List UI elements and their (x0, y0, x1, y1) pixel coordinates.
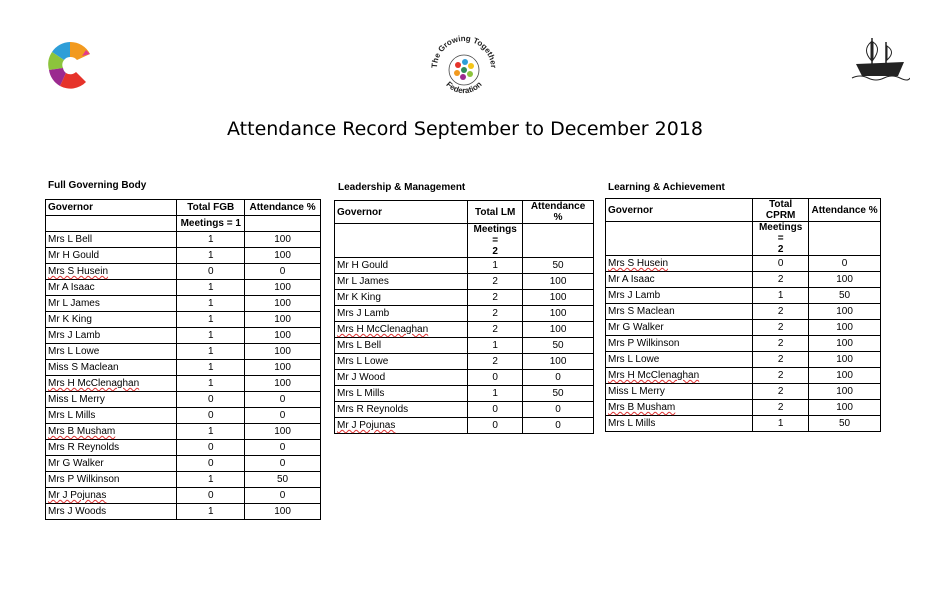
lm-meetings-line2: 2 (492, 246, 498, 257)
fgb-row-governor: Miss S Maclean (46, 360, 177, 376)
lm-col-total: Total LM (468, 201, 523, 224)
la-row-total: 2 (753, 400, 809, 416)
fgb-row-total: 0 (177, 264, 245, 280)
lm-row-attendance: 100 (523, 274, 594, 290)
la-table-container (605, 198, 881, 432)
la-row (606, 352, 881, 368)
fgb-row-total: 1 (177, 328, 245, 344)
fgb-row (46, 424, 321, 440)
fgb-row-attendance: 100 (245, 424, 321, 440)
fgb-row-total: 1 (177, 296, 245, 312)
la-row-governor: Mrs J Lamb (606, 288, 753, 304)
fgb-row (46, 344, 321, 360)
fgb-row (46, 408, 321, 424)
fgb-row-total: 1 (177, 312, 245, 328)
la-row (606, 384, 881, 400)
la-col-total: Total CPRM (753, 199, 809, 222)
fgb-row-governor: Mr G Walker (46, 456, 177, 472)
fgb-table-container (45, 199, 321, 520)
lm-row-total: 2 (468, 322, 523, 338)
la-meetings-blank (606, 222, 753, 256)
lm-row-attendance: 100 (523, 322, 594, 338)
la-meetings (753, 222, 809, 256)
la-row (606, 304, 881, 320)
la-rows (606, 256, 881, 432)
lm-rows (335, 258, 594, 434)
fgb-meetings: Meetings = 1 (177, 216, 245, 232)
fgb-rows (46, 232, 321, 520)
lm-row-attendance: 0 (523, 402, 594, 418)
fgb-row-attendance: 0 (245, 264, 321, 280)
lm-row-total: 0 (468, 370, 523, 386)
fgb-row (46, 264, 321, 280)
fgb-row-governor: Mr K King (46, 312, 177, 328)
fgb-section-title: Full Governing Body (48, 180, 147, 191)
lm-row-governor: Mr K King (335, 290, 468, 306)
fgb-row (46, 280, 321, 296)
fgb-row-total: 1 (177, 344, 245, 360)
lm-row-governor: Mrs L Lowe (335, 354, 468, 370)
lm-row-governor: Mrs R Reynolds (335, 402, 468, 418)
fgb-row-attendance: 100 (245, 376, 321, 392)
lm-row-attendance: 50 (523, 386, 594, 402)
fgb-row-attendance: 100 (245, 328, 321, 344)
fgb-row (46, 472, 321, 488)
la-row-governor: Mrs S Husein (606, 256, 753, 272)
fgb-row-total: 1 (177, 248, 245, 264)
fgb-row-governor: Mr L James (46, 296, 177, 312)
lm-row-total: 2 (468, 274, 523, 290)
la-row-attendance: 0 (809, 256, 881, 272)
la-row-total: 2 (753, 320, 809, 336)
la-row (606, 272, 881, 288)
la-row-governor: Mrs H McClenaghan (606, 368, 753, 384)
lm-row-governor: Mrs L Bell (335, 338, 468, 354)
lm-section-title: Leadership & Management (338, 182, 466, 193)
la-row-governor: Mrs L Mills (606, 416, 753, 432)
la-row-attendance: 50 (809, 416, 881, 432)
fgb-meetings-blank2 (245, 216, 321, 232)
lm-col-attendance: Attendance % (523, 201, 594, 224)
fgb-meetings-blank (46, 216, 177, 232)
fgb-row-governor: Miss L Merry (46, 392, 177, 408)
page-title: Attendance Record September to December 2018 (227, 118, 703, 140)
fgb-col-total: Total FGB (177, 200, 245, 216)
fgb-col-attendance: Attendance % (245, 200, 321, 216)
lm-row-attendance: 100 (523, 306, 594, 322)
fgb-row-attendance: 0 (245, 440, 321, 456)
la-meetings-line1: Meetings = (758, 222, 803, 244)
lm-row-governor: Mrs L Mills (335, 386, 468, 402)
la-row-total: 2 (753, 384, 809, 400)
lm-row (335, 370, 594, 386)
fgb-row-governor: Mrs L Mills (46, 408, 177, 424)
la-row-total: 2 (753, 368, 809, 384)
fgb-row (46, 312, 321, 328)
lm-row-attendance: 100 (523, 290, 594, 306)
fgb-row (46, 328, 321, 344)
la-row-attendance: 100 (809, 304, 881, 320)
la-row-governor: Mrs L Lowe (606, 352, 753, 368)
fgb-row-attendance: 0 (245, 456, 321, 472)
la-row-attendance: 100 (809, 384, 881, 400)
lm-row (335, 386, 594, 402)
lm-row-attendance: 50 (523, 338, 594, 354)
la-row (606, 336, 881, 352)
fgb-row-total: 0 (177, 392, 245, 408)
fgb-row-total: 1 (177, 472, 245, 488)
la-row-attendance: 50 (809, 288, 881, 304)
lm-row-governor: Mr J Wood (335, 370, 468, 386)
lm-row-total: 1 (468, 258, 523, 274)
lm-row-attendance: 50 (523, 258, 594, 274)
lm-row (335, 258, 594, 274)
la-meetings-line2: 2 (777, 244, 784, 255)
logo-arc-bottom: Federation (444, 79, 484, 96)
la-col-attendance: Attendance % (809, 199, 881, 222)
la-row (606, 416, 881, 432)
la-table (605, 198, 881, 432)
lm-row-total: 1 (468, 386, 523, 402)
la-row-total: 2 (753, 304, 809, 320)
lm-row (335, 402, 594, 418)
la-row (606, 368, 881, 384)
lm-row (335, 274, 594, 290)
logo-arc-top: The Growing Together (429, 33, 499, 69)
la-section-title: Learning & Achievement (608, 182, 725, 193)
fgb-row (46, 504, 321, 520)
la-row-total: 1 (753, 416, 809, 432)
fgb-row-governor: Mrs R Reynolds (46, 440, 177, 456)
fgb-row-governor: Mrs J Woods (46, 504, 177, 520)
la-row-total: 0 (753, 256, 809, 272)
federation-logo (425, 32, 503, 102)
fgb-row (46, 248, 321, 264)
la-row-attendance: 100 (809, 336, 881, 352)
la-row-attendance: 100 (809, 400, 881, 416)
la-row (606, 256, 881, 272)
lm-row-attendance: 0 (523, 418, 594, 434)
la-row-attendance: 100 (809, 352, 881, 368)
lm-row-total: 1 (468, 338, 523, 354)
fgb-row-attendance: 50 (245, 472, 321, 488)
fgb-row-attendance: 100 (245, 344, 321, 360)
fgb-row-attendance: 100 (245, 280, 321, 296)
lm-row-total: 0 (468, 418, 523, 434)
fgb-row-governor: Mr J Pojunas (46, 488, 177, 504)
fgb-row-total: 1 (177, 504, 245, 520)
fgb-table (45, 199, 321, 520)
fgb-row-governor: Mrs H McClenaghan (46, 376, 177, 392)
fgb-row (46, 232, 321, 248)
lm-row-governor: Mrs J Lamb (335, 306, 468, 322)
la-row-total: 2 (753, 336, 809, 352)
la-row (606, 288, 881, 304)
lm-row-total: 2 (468, 306, 523, 322)
la-row-attendance: 100 (809, 368, 881, 384)
fgb-row-total: 1 (177, 360, 245, 376)
lm-row (335, 338, 594, 354)
fgb-row (46, 360, 321, 376)
fgb-row-total: 1 (177, 424, 245, 440)
fgb-row-attendance: 100 (245, 232, 321, 248)
fgb-row-total: 1 (177, 376, 245, 392)
lm-col-governor: Governor (335, 201, 468, 224)
fgb-row (46, 488, 321, 504)
fgb-col-governor: Governor (46, 200, 177, 216)
fgb-row (46, 440, 321, 456)
fgb-row-total: 1 (177, 280, 245, 296)
la-row-total: 2 (753, 272, 809, 288)
lm-meetings (468, 224, 523, 258)
la-row-total: 2 (753, 352, 809, 368)
fgb-row-attendance: 0 (245, 408, 321, 424)
ship-logo (850, 34, 910, 82)
lm-row-total: 2 (468, 290, 523, 306)
fgb-row-attendance: 100 (245, 248, 321, 264)
la-meetings-blank2 (809, 222, 881, 256)
fgb-row-governor: Mrs P Wilkinson (46, 472, 177, 488)
fgb-row-attendance: 100 (245, 296, 321, 312)
la-row-governor: Miss L Merry (606, 384, 753, 400)
lm-row-total: 2 (468, 354, 523, 370)
fgb-row-governor: Mr H Gould (46, 248, 177, 264)
lm-meetings-line1: Meetings = (473, 224, 517, 246)
fgb-row-attendance: 0 (245, 392, 321, 408)
lm-row-governor: Mr H Gould (335, 258, 468, 274)
fgb-row (46, 456, 321, 472)
la-row-governor: Mrs B Musham (606, 400, 753, 416)
fgb-row-total: 1 (177, 232, 245, 248)
fgb-row-total: 0 (177, 408, 245, 424)
fgb-row-attendance: 100 (245, 312, 321, 328)
fgb-row-governor: Mrs B Musham (46, 424, 177, 440)
fgb-row-governor: Mrs S Husein (46, 264, 177, 280)
lm-row (335, 354, 594, 370)
fgb-row-governor: Mrs J Lamb (46, 328, 177, 344)
la-row-governor: Mrs S Maclean (606, 304, 753, 320)
lm-row-governor: Mrs H McClenaghan (335, 322, 468, 338)
lm-row (335, 290, 594, 306)
la-row-total: 1 (753, 288, 809, 304)
fgb-row-total: 0 (177, 488, 245, 504)
lm-row-governor: Mr L James (335, 274, 468, 290)
lm-row-governor: Mr J Pojunas (335, 418, 468, 434)
lm-row-attendance: 100 (523, 354, 594, 370)
left-school-logo (46, 40, 94, 90)
lm-meetings-blank2 (523, 224, 594, 258)
lm-table (334, 200, 594, 434)
la-row-attendance: 100 (809, 320, 881, 336)
lm-row (335, 306, 594, 322)
lm-row-attendance: 0 (523, 370, 594, 386)
fgb-row-total: 0 (177, 456, 245, 472)
lm-meetings-blank (335, 224, 468, 258)
la-row-governor: Mr G Walker (606, 320, 753, 336)
fgb-row-governor: Mrs L Lowe (46, 344, 177, 360)
lm-table-container (334, 200, 594, 434)
fgb-row-attendance: 0 (245, 488, 321, 504)
la-row (606, 320, 881, 336)
fgb-row (46, 296, 321, 312)
la-row-attendance: 100 (809, 272, 881, 288)
lm-row (335, 322, 594, 338)
la-col-governor: Governor (606, 199, 753, 222)
fgb-row (46, 376, 321, 392)
lm-row-total: 0 (468, 402, 523, 418)
fgb-row-governor: Mr A Isaac (46, 280, 177, 296)
la-row-governor: Mrs P Wilkinson (606, 336, 753, 352)
fgb-row-attendance: 100 (245, 360, 321, 376)
fgb-row-attendance: 100 (245, 504, 321, 520)
la-row-governor: Mr A Isaac (606, 272, 753, 288)
fgb-row (46, 392, 321, 408)
fgb-row-governor: Mrs L Bell (46, 232, 177, 248)
fgb-row-total: 0 (177, 440, 245, 456)
la-row (606, 400, 881, 416)
lm-row (335, 418, 594, 434)
